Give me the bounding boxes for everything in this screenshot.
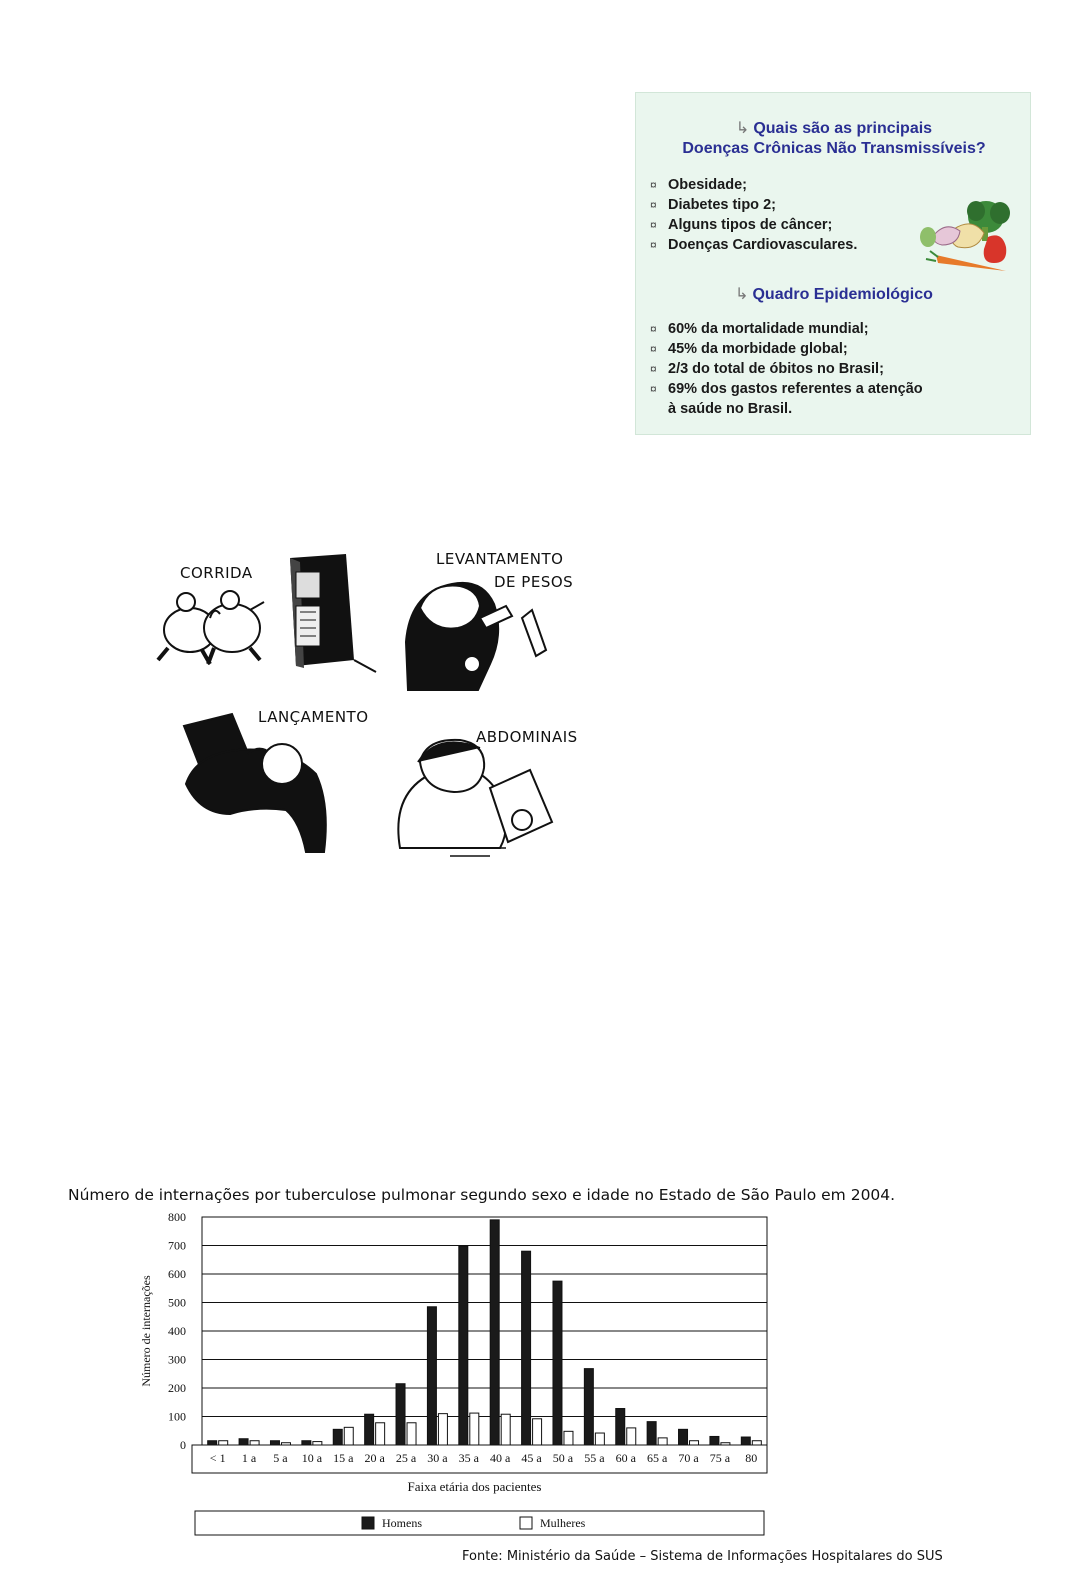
bar-mulheres [376,1423,385,1445]
bar-homens [616,1409,625,1445]
x-tick-label: 80 [745,1451,758,1465]
legend-label-mulheres: Mulheres [540,1516,586,1530]
x-tick-label: 45 a [521,1451,542,1465]
legend-label-homens: Homens [382,1516,422,1530]
bar-mulheres [533,1419,542,1445]
vending-machine-drawing [290,554,376,672]
x-tick-label: 55 a [584,1451,605,1465]
y-tick-label: 200 [168,1381,186,1395]
y-tick-label: 700 [168,1238,186,1253]
label-lancamento: LANÇAMENTO [258,708,369,726]
bar-homens [459,1246,468,1445]
bullet-icon: ¤ [650,362,657,376]
x-tick-label: 70 a [678,1451,699,1465]
bar-mulheres [313,1442,322,1445]
chips-eater-drawing [398,740,552,856]
epidemiology-heading: ↳ Quadro Epidemiológico [735,286,933,303]
bar-homens [427,1307,436,1445]
bar-mulheres [501,1414,510,1445]
legend-swatch-homens [362,1517,374,1529]
bar-mulheres [407,1423,416,1445]
x-tick-label: 1 a [241,1451,257,1465]
bar-homens [239,1439,248,1445]
y-tick-label: 500 [168,1295,186,1310]
bar-homens [522,1251,531,1445]
bullet-icon: ¤ [650,218,657,232]
bar-homens [710,1436,719,1445]
olympics-cartoon [150,548,600,868]
bar-homens [396,1384,405,1445]
list-item: ¤ Obesidade; [650,177,747,193]
info-panel [635,92,1031,435]
stats-list [650,319,923,419]
bar-homens [647,1422,656,1445]
bullet-icon: ¤ [650,198,657,212]
y-tick-label: 300 [168,1352,186,1367]
x-tick-label: 50 a [552,1451,574,1465]
arrow-icon: ↳ [735,120,750,137]
bar-homens [490,1220,499,1445]
bar-mulheres [438,1414,447,1445]
bullet-icon: ¤ [650,322,657,336]
bar-mulheres [281,1443,290,1445]
bullet-icon: ¤ [650,238,657,252]
x-tick-label: 25 a [395,1451,417,1465]
bar-mulheres [627,1428,636,1445]
chronic-diseases-heading: ↳ Quais são as principais [735,120,933,137]
label-de-pesos: DE PESOS [494,573,574,591]
chronic-diseases-heading-line2: Doenças Crônicas Não Transmissíveis? [682,140,986,157]
runners-drawing [158,591,264,664]
bar-homens [270,1441,279,1445]
diseases-list [650,175,857,255]
thrower-drawing [184,714,326,852]
x-tick-label: 40 a [490,1451,511,1465]
list-item: ¤ Alguns tipos de câncer; [650,217,833,233]
list-item: ¤ 2/3 do total de óbitos no Brasil; [650,361,884,377]
bar-homens [365,1414,374,1445]
bar-homens [302,1441,311,1445]
x-tick-label: < 1 [209,1451,226,1465]
bar-mulheres [564,1431,573,1445]
y-tick-label: 0 [180,1438,186,1452]
list-item: ¤ Doenças Cardiovasculares. [650,237,858,253]
bar-mulheres [470,1413,479,1445]
legend-box [195,1511,764,1535]
x-tick-label: 35 a [458,1451,479,1465]
arrow-icon: ↳ [735,286,749,303]
legend-swatch-mulheres [520,1517,532,1529]
bar-homens [553,1281,562,1445]
bar-mulheres [344,1427,353,1445]
bar-mulheres [658,1438,667,1445]
x-tick-label: 65 a [646,1451,668,1465]
bar-mulheres [721,1443,730,1445]
bullet-icon: ¤ [650,382,657,396]
label-abdominais: ABDOMINAIS [476,728,578,746]
chart-title: Número de internações por tuberculose pulmonar segundo sexo e idade no Estado de São Paulo em 2004. [68,1186,896,1204]
bar-homens [333,1429,342,1445]
chart-source: Fonte: Ministério da Saúde – Sistema de Informações Hospitalares do SUS [462,1549,943,1564]
list-item: ¤ 69% dos gastos referentes a atenção à saúde no Brasil. [650,381,923,417]
bar-homens [584,1369,593,1445]
x-axis-label: Faixa etária dos pacientes [407,1479,542,1494]
label-corrida: CORRIDA [180,564,253,582]
x-tick-label: 75 a [709,1451,731,1465]
bar-mulheres [219,1441,228,1445]
x-tick-label: 20 a [364,1451,385,1465]
cartoon-drawings [150,548,600,868]
bar-homens [208,1441,217,1445]
bar-homens [741,1437,750,1445]
y-tick-label: 800 [168,1210,186,1224]
y-tick-label: 400 [168,1324,186,1338]
x-tick-label: 5 a [273,1451,288,1465]
list-item: ¤ 45% da morbidade global; [650,341,848,357]
bar-mulheres [752,1441,761,1445]
bullet-icon: ¤ [650,342,657,356]
y-axis-label: Número de internações [139,1275,153,1387]
y-tick-label: 100 [168,1409,186,1424]
x-tick-label: 15 a [333,1451,354,1465]
bullet-icon: ¤ [650,178,657,192]
bar-mulheres [690,1441,699,1445]
bar-homens [679,1429,688,1445]
vegetables-icon [914,189,1024,279]
list-item: ¤ Diabetes tipo 2; [650,197,776,213]
x-tick-label: 10 a [301,1451,323,1465]
x-tick-label: 30 a [427,1451,448,1465]
y-tick-label: 600 [168,1267,186,1281]
bar-mulheres [250,1441,259,1445]
tuberculosis-bar-chart [130,1208,780,1543]
list-item: ¤ 60% da mortalidade mundial; [650,321,869,337]
bar-mulheres [595,1433,604,1445]
label-levantamento: LEVANTAMENTO [436,550,564,568]
x-tick-label: 60 a [615,1451,636,1465]
weightlifter-drawing [406,583,546,690]
